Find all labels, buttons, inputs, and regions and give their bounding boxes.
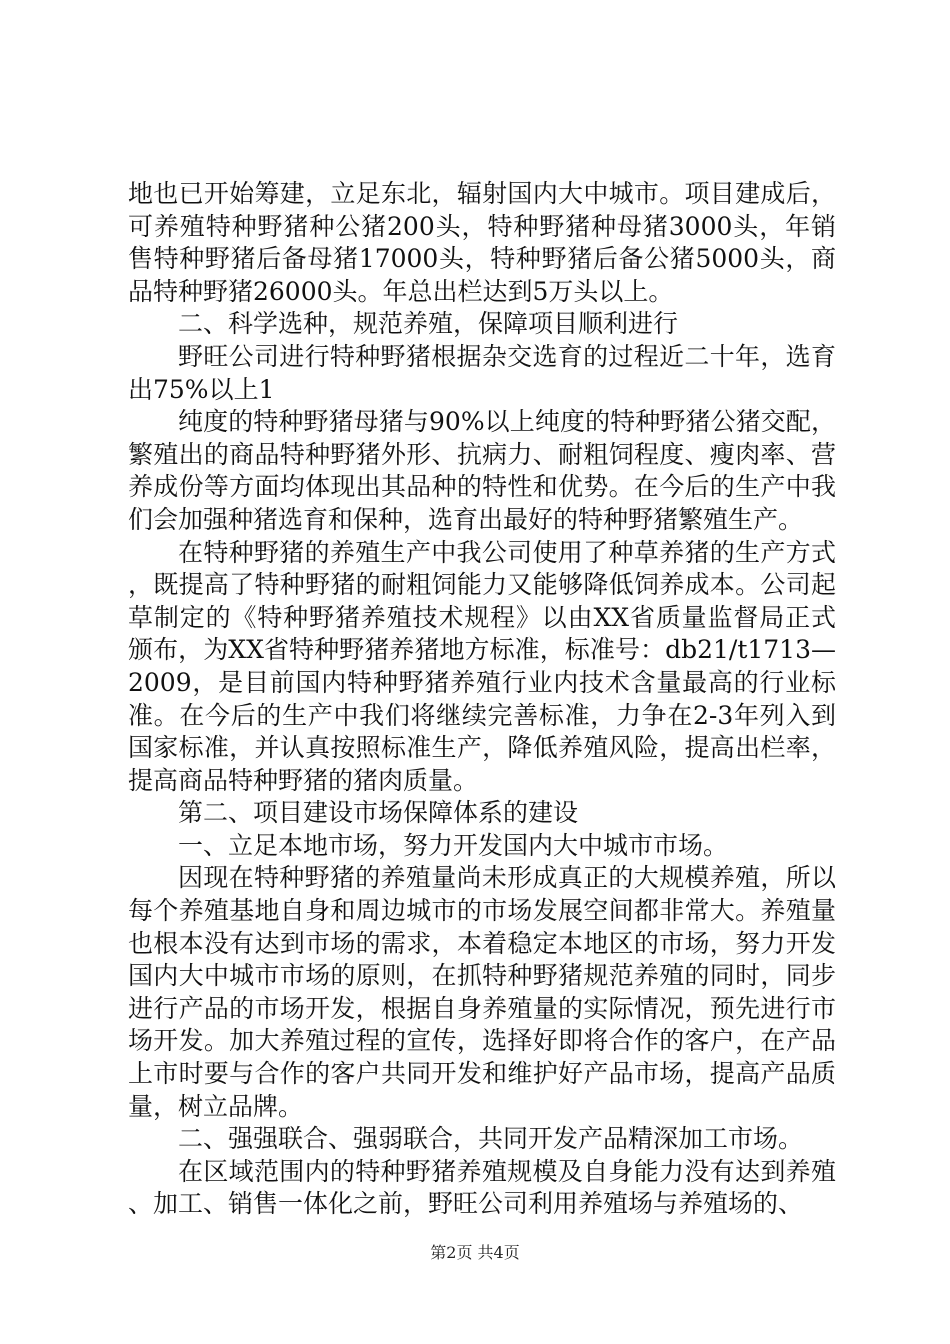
paragraph-1: 地也已开始筹建，立足东北，辐射国内大中城市。项目建成后，可养殖特种野猪种公猪200头，特种野猪种母猪3000头，年销售特种野猪后备母猪17000头，特种野猪后备公猪5000头，商品特种野猪26000头。年总出栏达到5万头以上。 bbox=[128, 179, 836, 306]
section-heading-scientific-breeding: 二、科学选种，规范养殖，保障项目顺利进行 bbox=[178, 309, 679, 339]
paragraph-5: 在特种野猪的养殖生产中我公司使用了种草养猪的生产方式，既提高了特种野猪的耐粗饲能力又能够降低饲养成本。公司起草制定的《特种野猪养殖技术规程》以由XX省质量监督局正式颁布，为XX省特种野猪养猪地方标准，标准号：db21/t1713—2009，是目前国内特种野猪养殖行业内技术含量最高的行业标准。在今后的生产中我们将继续完善标准，力争在2-3年列入到国家标准，并认真按照标准生产，降低养殖风险，提高出栏率，提高商品特种野猪的猪肉质量。 bbox=[128, 537, 836, 795]
subheading-joint-development: 二、强强联合、强弱联合，共同开发产品精深加工市场。 bbox=[178, 1124, 804, 1154]
section-heading-market-guarantee: 第二、项目建设市场保障体系的建设 bbox=[178, 798, 579, 828]
paragraph-8: 因现在特种野猪的养殖量尚未形成真正的大规模养殖，所以每个养殖基地自身和周边城市的市场发展空间都非常大。养殖量也根本没有达到市场的需求，本着稳定本地区的市场，努力开发国内大中城市市场的原则，在抓特种野猪规范养殖的同时，同步进行产品的市场开发，根据自身养殖量的实际情况，预先进行市场开发。加大养殖过程的宣传，选择好即将合作的客户，在产品上市时要与合作的客户共同开发和维护好产品市场，提高产品质量，树立品牌。 bbox=[128, 863, 836, 1121]
subheading-local-market: 一、立足本地市场，努力开发国内大中城市市场。 bbox=[178, 830, 729, 860]
paragraph-3: 野旺公司进行特种野猪根据杂交选育的过程近二十年，选育出75%以上1 bbox=[128, 341, 836, 404]
document-body bbox=[128, 178, 836, 1221]
paragraph-4: 纯度的特种野猪母猪与90%以上纯度的特种野猪公猪交配，繁殖出的商品特种野猪外形、抗病力、耐粗饲程度、瘦肉率、营养成份等方面均体现出其品种的特性和优势。在今后的生产中我们会加强种猪选育和保种，选育出最好的特种野猪繁殖生产。 bbox=[128, 407, 836, 534]
page-number-footer: 第2页 共4页 bbox=[430, 1243, 520, 1262]
paragraph-10: 在区域范围内的特种野猪养殖规模及自身能力没有达到养殖、加工、销售一体化之前，野旺公司利用养殖场与养殖场的、 bbox=[128, 1156, 836, 1219]
